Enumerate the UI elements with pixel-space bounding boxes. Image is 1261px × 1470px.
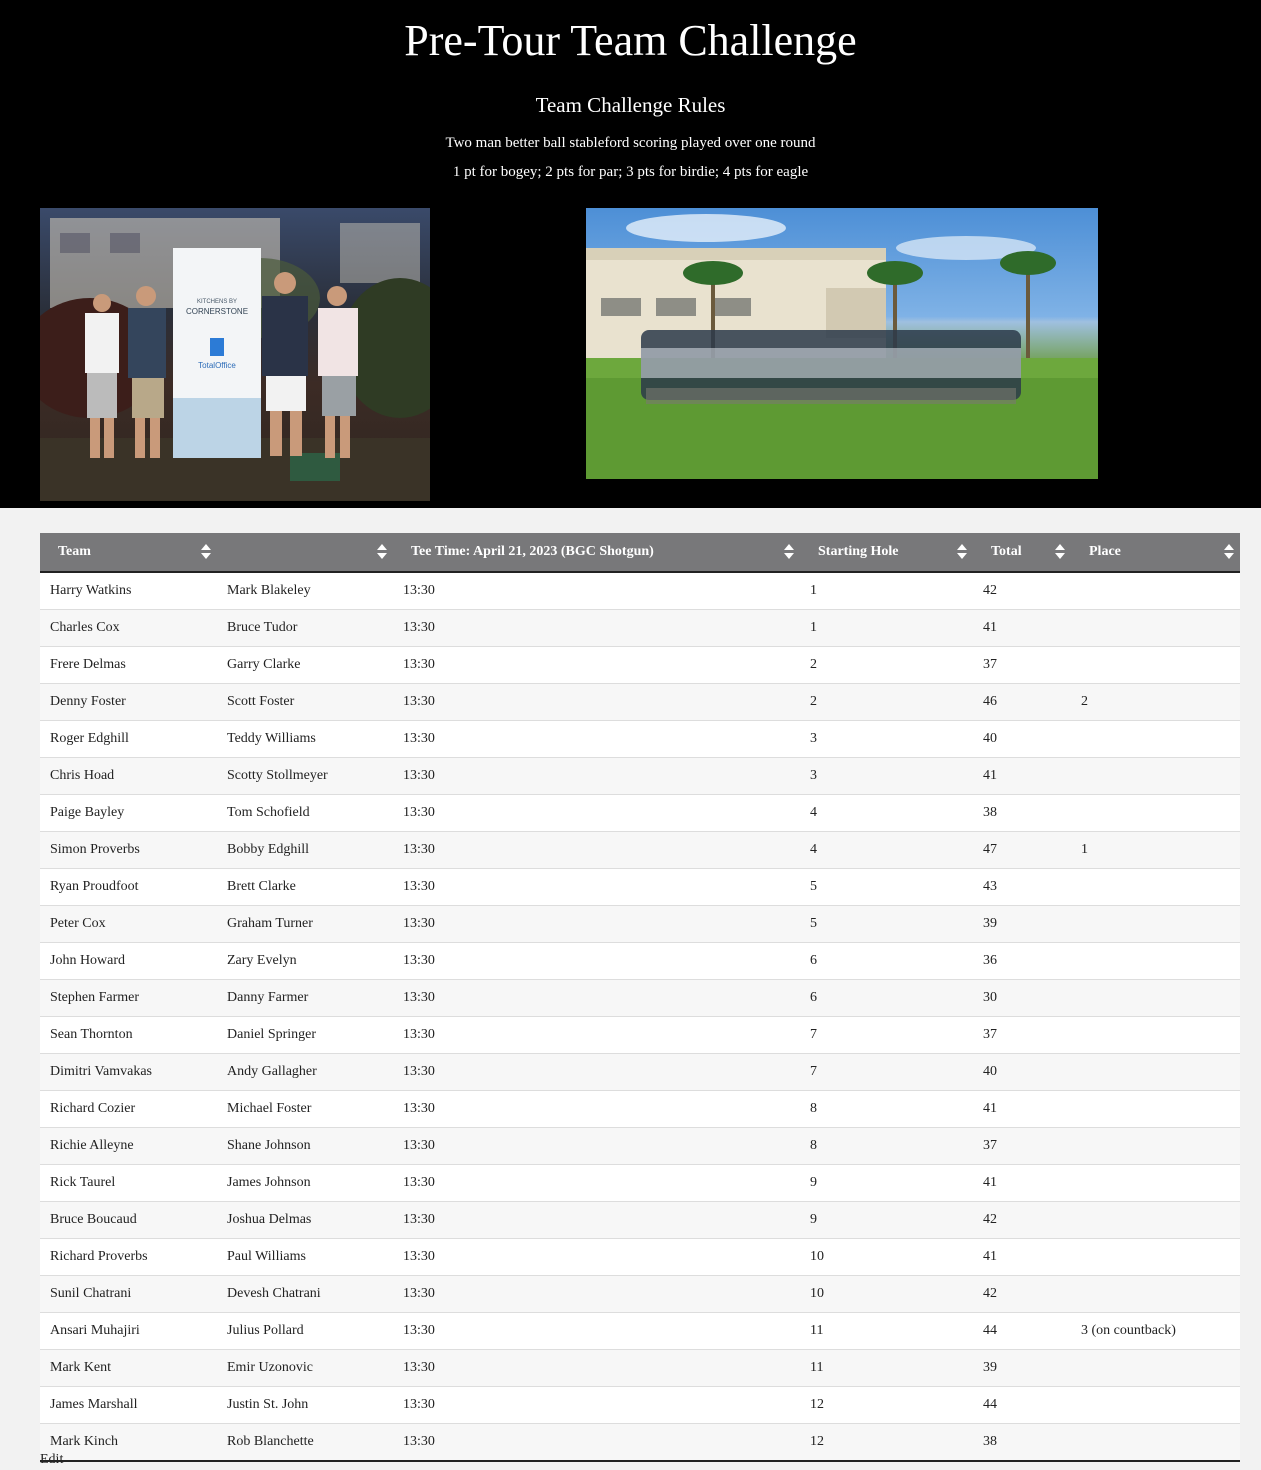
player-2-cell: Julius Pollard <box>217 1313 393 1350</box>
starting-hole-cell: 8 <box>800 1091 973 1128</box>
player-2-cell: Paul Williams <box>217 1239 393 1276</box>
total-cell: 42 <box>973 1276 1071 1313</box>
total-cell: 36 <box>973 943 1071 980</box>
hero-section <box>0 0 1261 508</box>
player-1-cell: Bruce Boucaud <box>40 1202 217 1239</box>
player-2-cell: Justin St. John <box>217 1387 393 1424</box>
tee-time-cell: 13:30 <box>393 1239 800 1276</box>
place-cell <box>1071 795 1240 832</box>
tee-time-cell: 13:30 <box>393 647 800 684</box>
starting-hole-cell: 4 <box>800 832 973 869</box>
column-header-team[interactable]: Team <box>40 533 217 572</box>
table-row <box>40 1017 1240 1054</box>
starting-hole-cell: 6 <box>800 943 973 980</box>
sort-icon[interactable] <box>1224 544 1232 560</box>
starting-hole-cell: 3 <box>800 721 973 758</box>
total-cell: 47 <box>973 832 1071 869</box>
starting-hole-cell: 10 <box>800 1276 973 1313</box>
banner-line1: KITCHENS BY <box>196 299 238 305</box>
total-cell: 39 <box>973 906 1071 943</box>
player-2-cell: Scotty Stollmeyer <box>217 758 393 795</box>
total-cell: 41 <box>973 1239 1071 1276</box>
player-2-cell: Mark Blakeley <box>217 572 393 610</box>
player-2-cell: Emir Uzonovic <box>217 1350 393 1387</box>
place-cell <box>1071 1054 1240 1091</box>
place-cell <box>1071 869 1240 906</box>
place-cell <box>1071 610 1240 647</box>
tee-time-cell: 13:30 <box>393 721 800 758</box>
table-row <box>40 1054 1240 1091</box>
player-2-cell: Michael Foster <box>217 1091 393 1128</box>
player-2-cell: Joshua Delmas <box>217 1202 393 1239</box>
player-2-cell: Shane Johnson <box>217 1128 393 1165</box>
player-2-cell: Bruce Tudor <box>217 610 393 647</box>
player-1-cell: Ansari Muhajiri <box>40 1313 217 1350</box>
place-cell <box>1071 721 1240 758</box>
tee-time-cell: 13:30 <box>393 1202 800 1239</box>
tee-time-cell: 13:30 <box>393 1054 800 1091</box>
table-row <box>40 1202 1240 1239</box>
tee-time-cell: 13:30 <box>393 572 800 610</box>
place-cell <box>1071 572 1240 610</box>
player-1-cell: Richard Cozier <box>40 1091 217 1128</box>
player-1-cell: Paige Bayley <box>40 795 217 832</box>
player-1-cell: Denny Foster <box>40 684 217 721</box>
table-row <box>40 684 1240 721</box>
table-row <box>40 1350 1240 1387</box>
starting-hole-cell: 5 <box>800 906 973 943</box>
player-1-cell: John Howard <box>40 943 217 980</box>
place-cell <box>1071 1091 1240 1128</box>
rules-heading: Team Challenge Rules <box>535 93 726 117</box>
starting-hole-cell: 6 <box>800 980 973 1017</box>
table-row <box>40 1313 1240 1350</box>
group-photo <box>586 208 1098 479</box>
tee-time-cell: 13:30 <box>393 906 800 943</box>
total-cell: 41 <box>973 758 1071 795</box>
sponsor-photo <box>40 208 430 501</box>
total-cell: 40 <box>973 1054 1071 1091</box>
rules-points: 1 pt for bogey; 2 pts for par; 3 pts for birdie; 4 pts for eagle <box>452 164 809 180</box>
total-cell: 41 <box>973 1165 1071 1202</box>
results-table-container <box>40 533 1240 1462</box>
starting-hole-cell: 9 <box>800 1165 973 1202</box>
place-cell <box>1071 647 1240 684</box>
page-title: Pre-Tour Team Challenge <box>404 16 857 65</box>
place-cell <box>1071 1165 1240 1202</box>
tee-time-cell: 13:30 <box>393 610 800 647</box>
edit-link[interactable]: Edit <box>40 1452 64 1467</box>
player-1-cell: Dimitri Vamvakas <box>40 1054 217 1091</box>
table-row <box>40 980 1240 1017</box>
totaloffice-logo <box>210 338 224 356</box>
table-row <box>40 758 1240 795</box>
player-2-cell: Daniel Springer <box>217 1017 393 1054</box>
table-row <box>40 1128 1240 1165</box>
total-cell: 41 <box>973 1091 1071 1128</box>
place-cell <box>1071 1017 1240 1054</box>
table-row <box>40 943 1240 980</box>
tee-time-cell: 13:30 <box>393 1276 800 1313</box>
results-table <box>40 533 1240 1462</box>
player-1-cell: Roger Edghill <box>40 721 217 758</box>
starting-hole-cell: 10 <box>800 1239 973 1276</box>
tee-time-cell: 13:30 <box>393 980 800 1017</box>
place-cell <box>1071 906 1240 943</box>
sort-icon[interactable] <box>1055 544 1063 560</box>
player-2-cell: Zary Evelyn <box>217 943 393 980</box>
starting-hole-cell: 9 <box>800 1202 973 1239</box>
column-header-tee-time[interactable]: Tee Time: April 21, 2023 (BGC Shotgun) <box>393 533 800 572</box>
player-1-cell: James Marshall <box>40 1387 217 1424</box>
total-cell: 37 <box>973 1128 1071 1165</box>
column-header-starting-hole[interactable]: Starting Hole <box>800 533 973 572</box>
player-2-cell: Tom Schofield <box>217 795 393 832</box>
total-cell: 42 <box>973 1202 1071 1239</box>
tee-time-cell: 13:30 <box>393 1313 800 1350</box>
place-cell <box>1071 1276 1240 1313</box>
table-row <box>40 572 1240 610</box>
player-2-cell: Teddy Williams <box>217 721 393 758</box>
player-1-cell: Harry Watkins <box>40 572 217 610</box>
player-1-cell: Charles Cox <box>40 610 217 647</box>
player-1-cell: Ryan Proudfoot <box>40 869 217 906</box>
starting-hole-cell: 7 <box>800 1017 973 1054</box>
banner-sponsor: TotalOffice <box>198 361 236 370</box>
starting-hole-cell: 2 <box>800 647 973 684</box>
table-row <box>40 610 1240 647</box>
player-1-cell: Mark Kinch <box>40 1424 217 1462</box>
player-1-cell: Chris Hoad <box>40 758 217 795</box>
tee-time-cell: 13:30 <box>393 758 800 795</box>
player-1-cell: Rick Taurel <box>40 1165 217 1202</box>
table-row <box>40 869 1240 906</box>
place-cell <box>1071 1239 1240 1276</box>
place-cell <box>1071 1128 1240 1165</box>
player-1-cell: Sunil Chatrani <box>40 1276 217 1313</box>
tee-time-cell: 13:30 <box>393 943 800 980</box>
player-1-cell: Sean Thornton <box>40 1017 217 1054</box>
tee-time-cell: 13:30 <box>393 1424 800 1462</box>
starting-hole-cell: 1 <box>800 610 973 647</box>
table-row <box>40 1239 1240 1276</box>
table-row <box>40 1091 1240 1128</box>
total-cell: 30 <box>973 980 1071 1017</box>
place-cell: 3 (on countback) <box>1071 1313 1240 1350</box>
place-cell <box>1071 1350 1240 1387</box>
total-cell: 37 <box>973 647 1071 684</box>
total-cell: 39 <box>973 1350 1071 1387</box>
tee-time-cell: 13:30 <box>393 1387 800 1424</box>
tee-time-cell: 13:30 <box>393 1091 800 1128</box>
tee-time-cell: 13:30 <box>393 1350 800 1387</box>
player-2-cell: Rob Blanchette <box>217 1424 393 1462</box>
starting-hole-cell: 2 <box>800 684 973 721</box>
total-cell: 37 <box>973 1017 1071 1054</box>
table-row <box>40 1165 1240 1202</box>
place-cell <box>1071 1202 1240 1239</box>
starting-hole-cell: 11 <box>800 1350 973 1387</box>
place-cell: 1 <box>1071 832 1240 869</box>
starting-hole-cell: 5 <box>800 869 973 906</box>
sort-icon[interactable] <box>784 544 792 560</box>
player-1-cell: Peter Cox <box>40 906 217 943</box>
starting-hole-cell: 12 <box>800 1387 973 1424</box>
table-row <box>40 1424 1240 1462</box>
player-1-cell: Frere Delmas <box>40 647 217 684</box>
starting-hole-cell: 1 <box>800 572 973 610</box>
tee-time-cell: 13:30 <box>393 1165 800 1202</box>
player-2-cell: Scott Foster <box>217 684 393 721</box>
table-header-row <box>40 533 1240 572</box>
total-cell: 44 <box>973 1387 1071 1424</box>
table-body <box>40 572 1240 1461</box>
player-2-cell: Garry Clarke <box>217 647 393 684</box>
total-cell: 40 <box>973 721 1071 758</box>
table-row <box>40 721 1240 758</box>
tee-time-cell: 13:30 <box>393 869 800 906</box>
banner-brand: CORNERSTONE <box>185 307 249 316</box>
player-2-cell: Bobby Edghill <box>217 832 393 869</box>
tee-time-cell: 13:30 <box>393 1128 800 1165</box>
place-cell <box>1071 980 1240 1017</box>
player-1-cell: Richie Alleyne <box>40 1128 217 1165</box>
player-2-cell: Andy Gallagher <box>217 1054 393 1091</box>
rules-format: Two man better ball stableford scoring played over one round <box>445 135 816 151</box>
total-cell: 44 <box>973 1313 1071 1350</box>
column-header-total[interactable]: Total <box>973 533 1071 572</box>
total-cell: 42 <box>973 572 1071 610</box>
total-cell: 43 <box>973 869 1071 906</box>
player-2-cell: Graham Turner <box>217 906 393 943</box>
total-cell: 38 <box>973 795 1071 832</box>
tee-time-cell: 13:30 <box>393 684 800 721</box>
table-row <box>40 795 1240 832</box>
starting-hole-cell: 11 <box>800 1313 973 1350</box>
player-1-cell: Simon Proverbs <box>40 832 217 869</box>
starting-hole-cell: 4 <box>800 795 973 832</box>
column-header-place[interactable]: Place <box>1071 533 1240 572</box>
place-cell <box>1071 1424 1240 1462</box>
table-row <box>40 647 1240 684</box>
place-cell <box>1071 1387 1240 1424</box>
table-row <box>40 906 1240 943</box>
place-cell: 2 <box>1071 684 1240 721</box>
place-cell <box>1071 943 1240 980</box>
tee-time-cell: 13:30 <box>393 832 800 869</box>
tee-time-cell: 13:30 <box>393 795 800 832</box>
place-cell <box>1071 758 1240 795</box>
tee-time-cell: 13:30 <box>393 1017 800 1054</box>
column-header-partner[interactable] <box>217 533 393 572</box>
total-cell: 46 <box>973 684 1071 721</box>
sort-icon[interactable] <box>957 544 965 560</box>
total-cell: 38 <box>973 1424 1071 1462</box>
sort-icon[interactable] <box>201 544 209 560</box>
starting-hole-cell: 3 <box>800 758 973 795</box>
table-row <box>40 1387 1240 1424</box>
player-1-cell: Mark Kent <box>40 1350 217 1387</box>
starting-hole-cell: 8 <box>800 1128 973 1165</box>
sort-icon[interactable] <box>377 544 385 560</box>
player-2-cell: Danny Farmer <box>217 980 393 1017</box>
player-1-cell: Stephen Farmer <box>40 980 217 1017</box>
table-row <box>40 832 1240 869</box>
total-cell: 41 <box>973 610 1071 647</box>
player-2-cell: James Johnson <box>217 1165 393 1202</box>
player-2-cell: Devesh Chatrani <box>217 1276 393 1313</box>
starting-hole-cell: 7 <box>800 1054 973 1091</box>
player-2-cell: Brett Clarke <box>217 869 393 906</box>
player-1-cell: Richard Proverbs <box>40 1239 217 1276</box>
starting-hole-cell: 12 <box>800 1424 973 1462</box>
table-row <box>40 1276 1240 1313</box>
